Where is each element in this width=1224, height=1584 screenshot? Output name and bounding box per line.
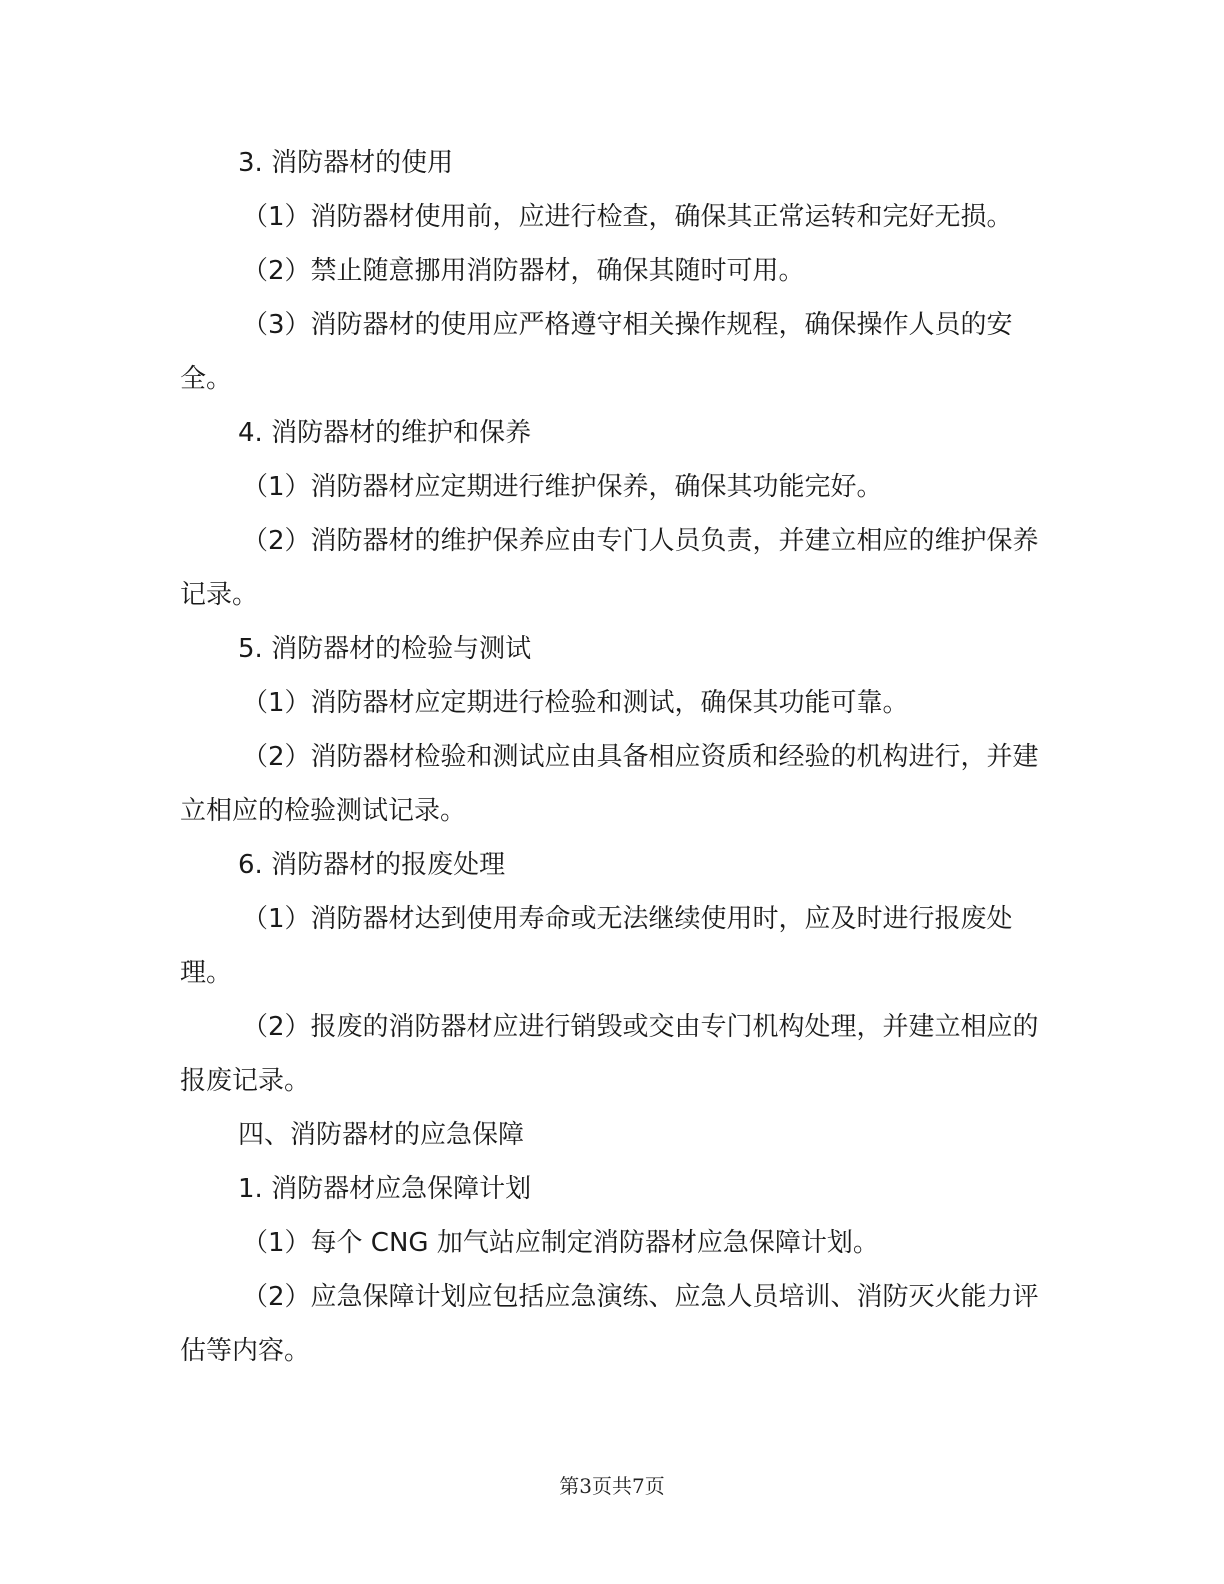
list-item: （2）禁止随意挪用消防器材，确保其随时可用。 bbox=[242, 256, 805, 286]
chapter-heading-emergency: 四、消防器材的应急保障 bbox=[238, 1120, 525, 1150]
list-item: （2）消防器材检验和测试应由具备相应资质和经验的机构进行，并建立相应的检验测试记录。 bbox=[180, 742, 1039, 826]
document-body bbox=[180, 136, 1040, 1378]
list-item: （3）消防器材的使用应严格遵守相关操作规程，确保操作人员的安全。 bbox=[180, 310, 1013, 394]
list-item: （1）消防器材达到使用寿命或无法继续使用时，应及时进行报废处理。 bbox=[180, 904, 1013, 988]
list-item: （2）消防器材的维护保养应由专门人员负责，并建立相应的维护保养记录。 bbox=[180, 526, 1039, 610]
list-item: （2）应急保障计划应包括应急演练、应急人员培训、消防灭火能力评估等内容。 bbox=[180, 1282, 1039, 1366]
section-heading-inspection: 5. 消防器材的检验与测试 bbox=[238, 634, 532, 664]
list-item: （1）消防器材使用前，应进行检查，确保其正常运转和完好无损。 bbox=[242, 202, 1013, 232]
section-heading-scrapping: 6. 消防器材的报废处理 bbox=[238, 850, 506, 880]
page-number-footer: 第3页共7页 bbox=[559, 1474, 665, 1498]
list-item: （1）消防器材应定期进行检验和测试，确保其功能可靠。 bbox=[242, 688, 909, 718]
section-heading-emergency-plan: 1. 消防器材应急保障计划 bbox=[238, 1174, 532, 1204]
list-item: （1）消防器材应定期进行维护保养，确保其功能完好。 bbox=[242, 472, 883, 502]
section-heading-equipment-use: 3. 消防器材的使用 bbox=[238, 148, 454, 178]
list-item: （2）报废的消防器材应进行销毁或交由专门机构处理，并建立相应的报废记录。 bbox=[180, 1012, 1039, 1096]
list-item: （1）每个 CNG 加气站应制定消防器材应急保障计划。 bbox=[242, 1228, 879, 1258]
section-heading-maintenance: 4. 消防器材的维护和保养 bbox=[238, 418, 532, 448]
